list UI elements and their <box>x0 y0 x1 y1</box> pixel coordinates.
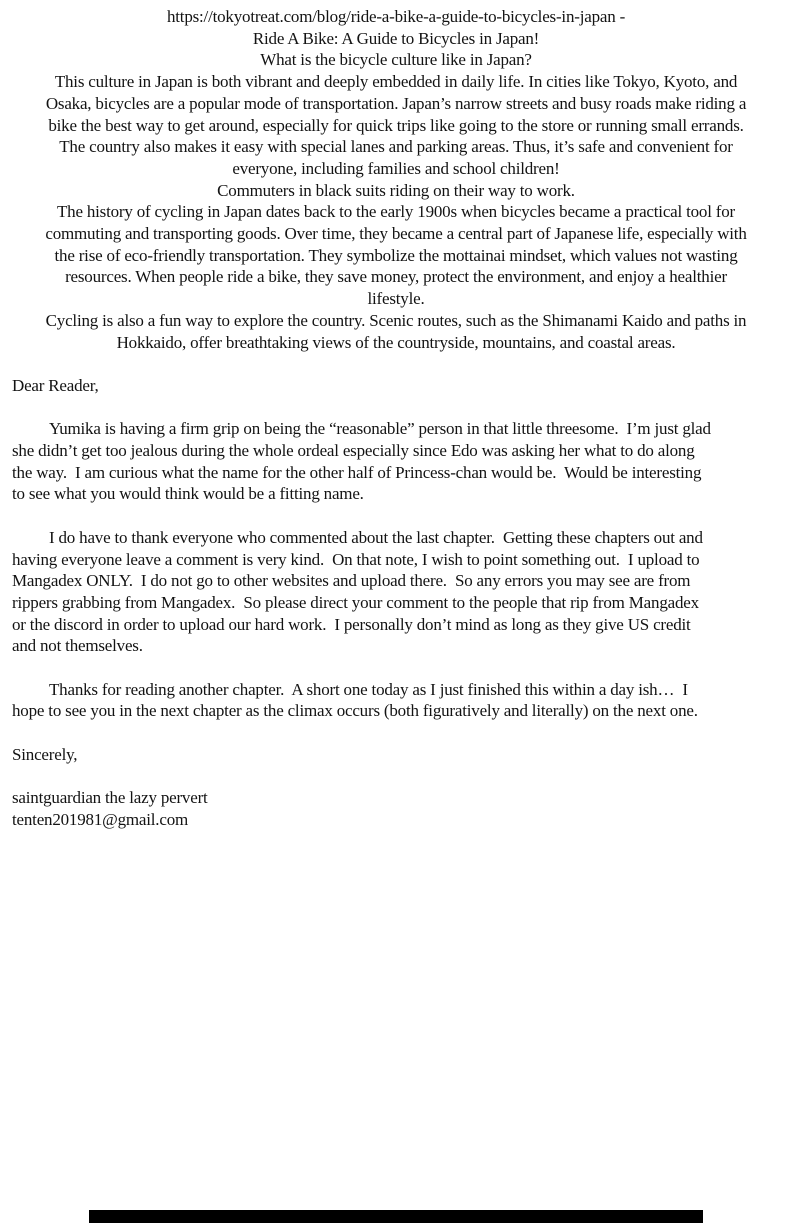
article-header-block <box>12 6 780 353</box>
article-line: lifestyle. <box>367 289 425 309</box>
article-line: resources. When people ride a bike, they save money, protect the environment, and enjoy a healthier <box>65 267 727 287</box>
letter-line: or the discord in order to upload our hard work. I personally don’t mind as long as they give US credit <box>12 614 691 634</box>
article-line: Commuters in black suits riding on their way to work. <box>217 180 575 200</box>
closing: Sincerely, <box>12 744 78 764</box>
bottom-black-bar <box>89 1210 703 1223</box>
letter-paragraph-yumika <box>12 418 780 505</box>
letter-line: and not themselves. <box>12 636 143 656</box>
letter-paragraph-mangadex <box>12 527 780 657</box>
article-line: commuting and transporting goods. Over time, they became a central part of Japanese life, especially with <box>45 224 747 244</box>
letter-line: I do have to thank everyone who commented about the last chapter. Getting these chapters out and <box>49 527 703 547</box>
article-line: the rise of eco-friendly transportation. They symbolize the mottainai mindset, which values not wasting <box>54 245 738 265</box>
article-line: The history of cycling in Japan dates back to the early 1900s when bicycles became a practical tool for <box>56 202 736 222</box>
letter-line: Yumika is having a firm grip on being the “reasonable” person in that little threesome. I’m just glad <box>49 419 711 439</box>
article-line: Ride A Bike: A Guide to Bicycles in Japan! <box>252 28 540 48</box>
salutation: Dear Reader, <box>12 375 99 395</box>
article-line: https://tokyotreat.com/blog/ride-a-bike-a-guide-to-bicycles-in-japan - <box>166 7 626 26</box>
letter-line: she didn’t get too jealous during the whole ordeal especially since Edo was asking her what to do along <box>12 441 695 461</box>
article-line: This culture in Japan is both vibrant and deeply embedded in daily life. In cities like Tokyo, Kyoto, and <box>54 72 738 92</box>
letter-line: having everyone leave a comment is very kind. On that note, I wish to point something out. I upload to <box>12 549 700 569</box>
article-line: everyone, including families and school children! <box>232 158 560 178</box>
letter-line: the way. I am curious what the name for the other half of Princess-chan would be. Would be interesting <box>12 462 702 482</box>
signature-email: tenten201981@gmail.com <box>12 809 189 829</box>
letter-line: hope to see you in the next chapter as the climax occurs (both figuratively and literally) on the next one. <box>12 701 698 721</box>
letter-line: Mangadex ONLY. I do not go to other websites and upload there. So any errors you may see are from <box>12 571 691 591</box>
letter-line: rippers grabbing from Mangadex. So please direct your comment to the people that rip from Mangadex <box>12 592 699 612</box>
article-line: What is the bicycle culture like in Japan? <box>260 50 532 70</box>
letter-line: Thanks for reading another chapter. A short one today as I just finished this within a day ish… I <box>49 679 688 699</box>
article-line: The country also makes it easy with special lanes and parking areas. Thus, it’s safe and convenient for <box>59 137 733 157</box>
article-line: bike the best way to get around, especially for quick trips like going to the store or running small errands. <box>48 115 744 135</box>
article-line: Hokkaido, offer breathtaking views of the countryside, mountains, and coastal areas. <box>116 332 676 352</box>
signature-block <box>12 787 780 830</box>
article-line: Cycling is also a fun way to explore the country. Scenic routes, such as the Shimanami Kaido and paths in <box>45 310 747 330</box>
signature-name: saintguardian the lazy pervert <box>12 788 208 808</box>
letter-paragraph-thanks <box>12 679 780 722</box>
letter-line: to see what you would think would be a fitting name. <box>12 484 364 504</box>
article-line: Osaka, bicycles are a popular mode of transportation. Japan’s narrow streets and busy roads make riding a <box>45 93 747 113</box>
